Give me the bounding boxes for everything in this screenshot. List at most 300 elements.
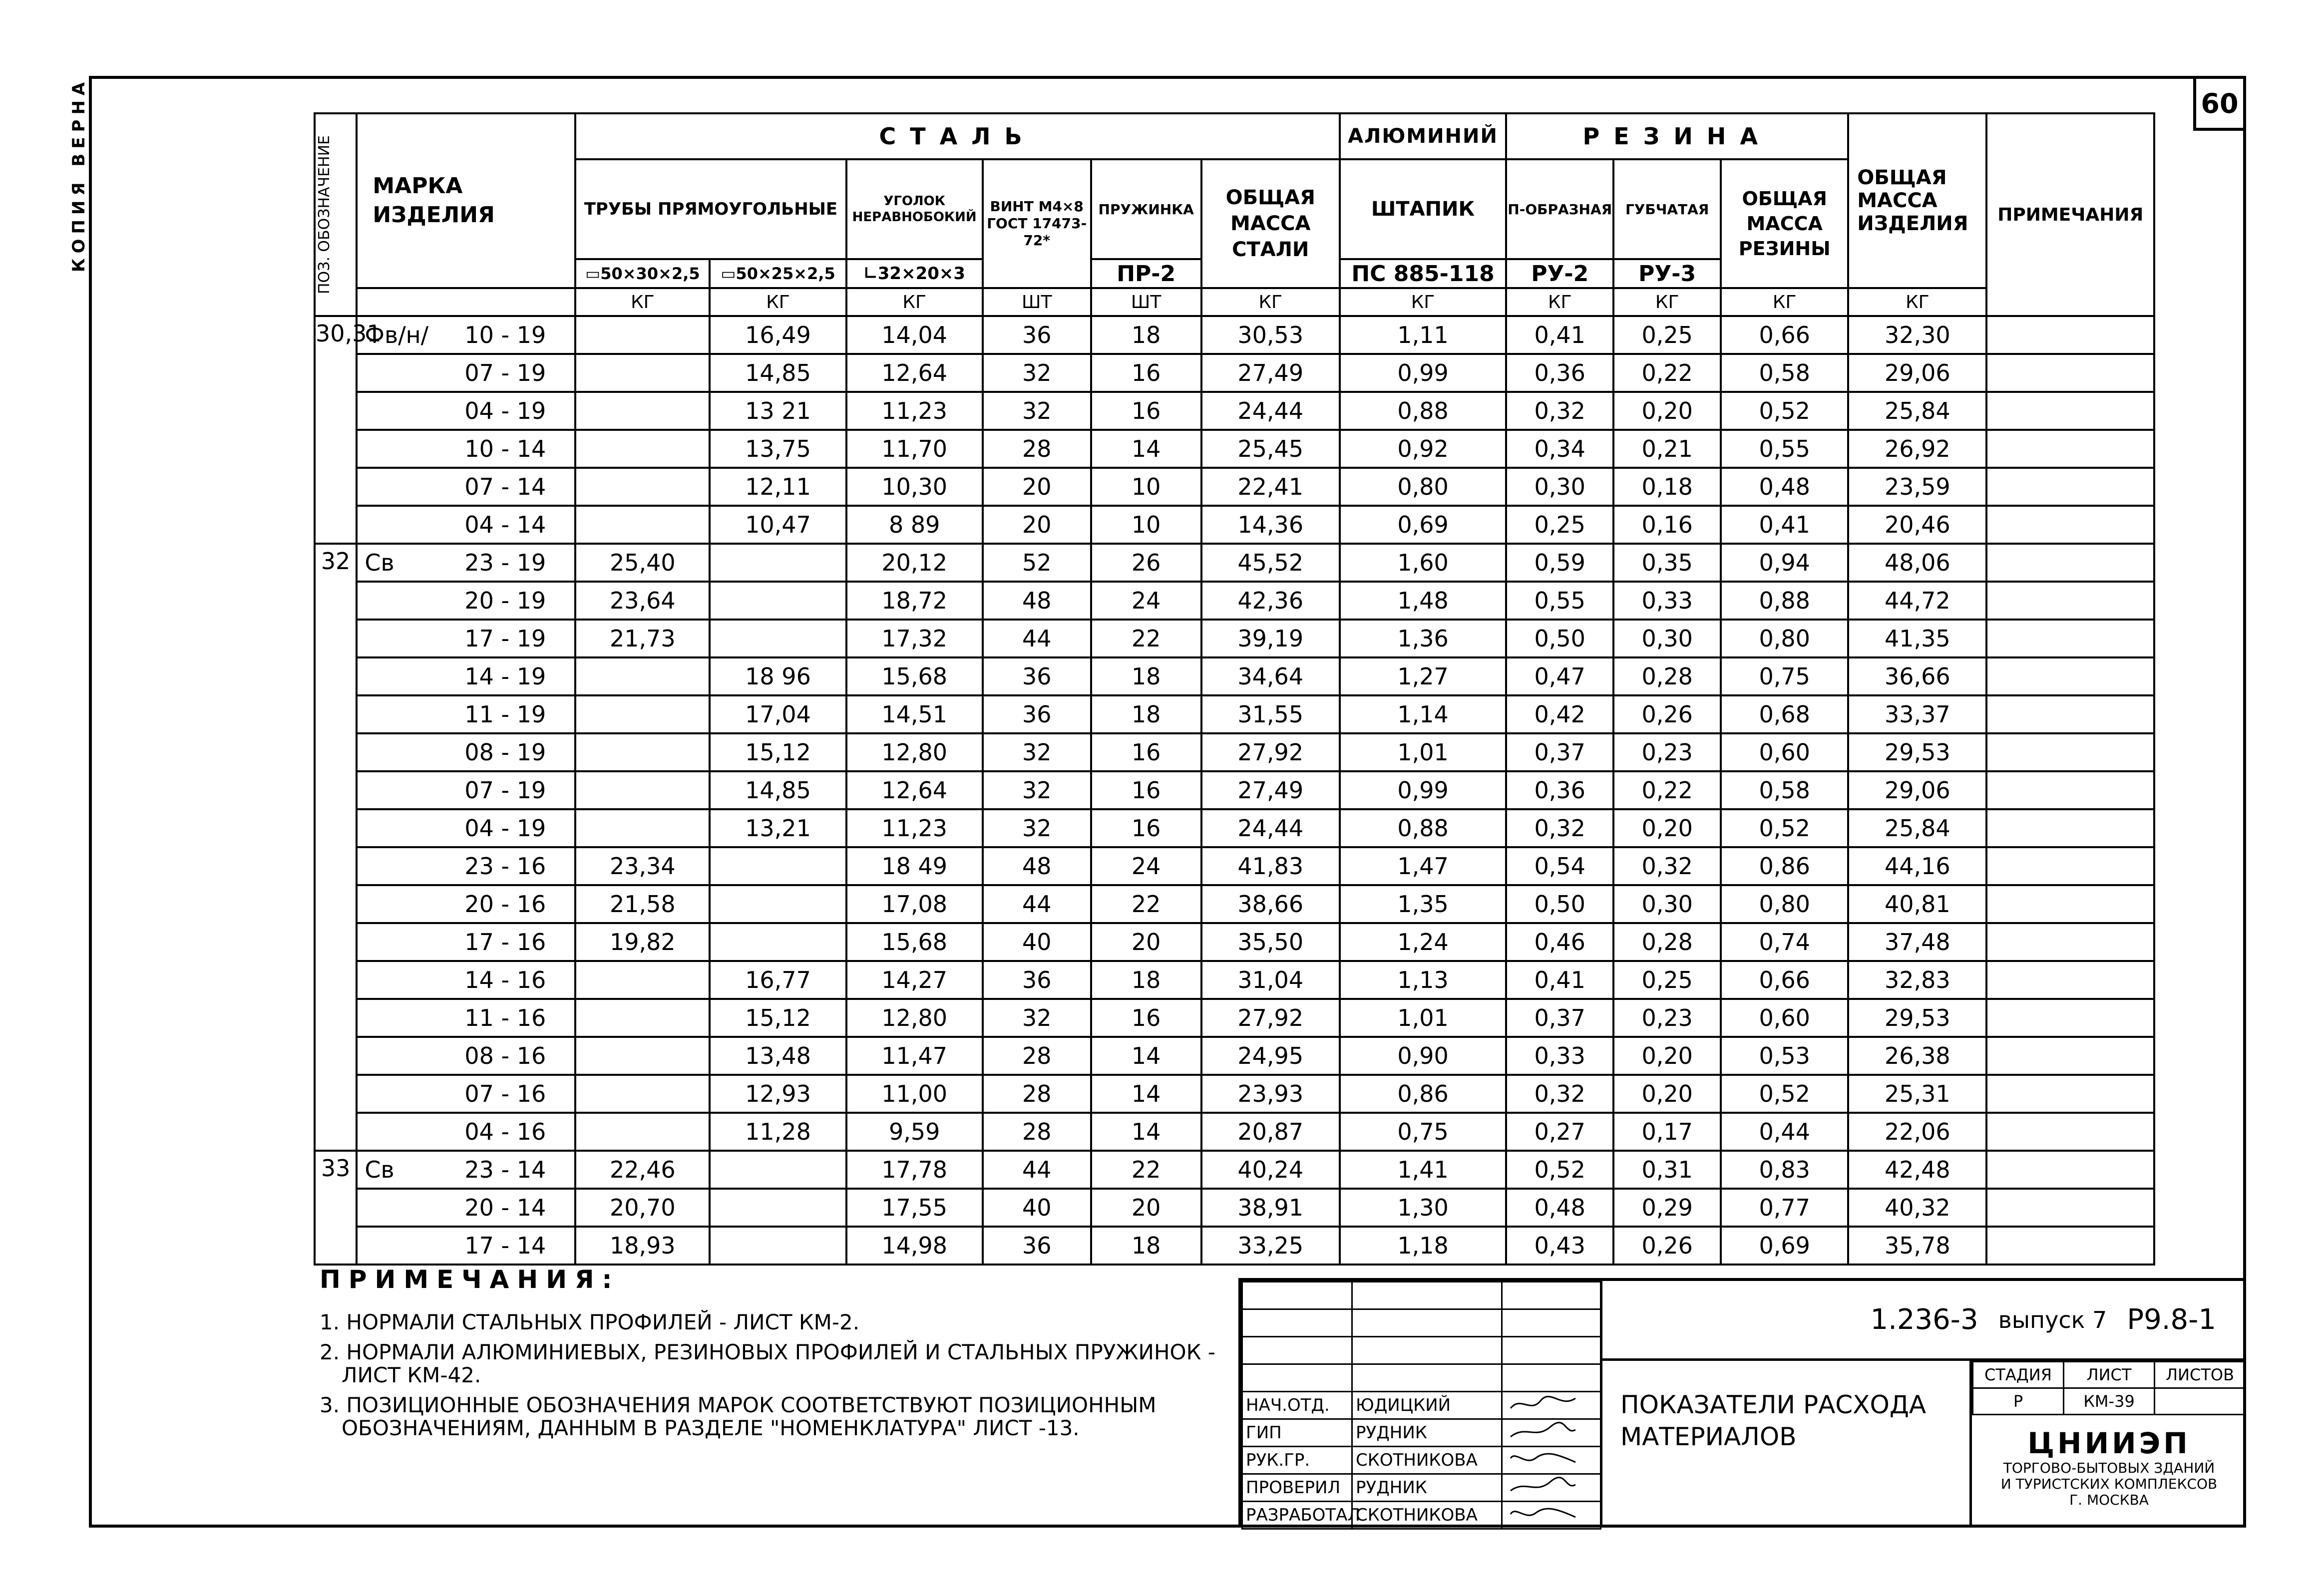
value-cell: 19,82 xyxy=(575,923,710,961)
value-cell: 22 xyxy=(1091,1151,1201,1189)
value-cell: 16,77 xyxy=(710,961,846,999)
brand-cell xyxy=(357,847,575,885)
header-brand: МАРКА ИЗДЕЛИЯ xyxy=(357,113,575,288)
value-cell: 0,52 xyxy=(1721,809,1848,847)
brand-mark: 08 - 19 xyxy=(464,739,546,766)
value-cell: 0,66 xyxy=(1721,316,1848,354)
value-cell: 44,16 xyxy=(1848,847,1986,885)
brand-cell xyxy=(357,999,575,1037)
value-cell: 25,40 xyxy=(575,544,710,582)
value-cell: 0,66 xyxy=(1721,961,1848,999)
value-cell: 20,70 xyxy=(575,1189,710,1227)
value-cell: 14 xyxy=(1091,1037,1201,1075)
sig-name: РУДНИК xyxy=(1352,1419,1502,1447)
table-row xyxy=(315,809,2154,847)
value-cell: 0,46 xyxy=(1506,923,1613,961)
value-cell: 36 xyxy=(983,316,1091,354)
value-cell: 41,35 xyxy=(1848,620,1986,657)
value-cell: 32 xyxy=(983,733,1091,771)
note-cell xyxy=(1986,1075,2154,1113)
value-cell: 33,25 xyxy=(1201,1227,1340,1265)
brand-prefix: Св xyxy=(365,549,394,576)
value-cell: 0,25 xyxy=(1613,316,1721,354)
brand-mark: 11 - 19 xyxy=(464,701,546,728)
value-cell: 1,01 xyxy=(1340,999,1506,1037)
table-row xyxy=(315,468,2154,506)
note-item: 1. НОРМАЛИ СТАЛЬНЫХ ПРОФИЛЕЙ - ЛИСТ КМ-2. xyxy=(320,1310,860,1334)
value-cell: 0,41 xyxy=(1506,316,1613,354)
value-cell: 0,88 xyxy=(1721,582,1848,620)
value-cell: 32 xyxy=(983,392,1091,430)
value-cell: 17,78 xyxy=(846,1151,983,1189)
value-cell: 23,64 xyxy=(575,582,710,620)
brand-mark: 20 - 16 xyxy=(464,891,546,918)
header-rubber-total: ОБЩАЯ МАССА РЕЗИНЫ xyxy=(1721,159,1848,288)
unit-brand-blank xyxy=(357,288,575,316)
value-cell: 35,78 xyxy=(1848,1227,1986,1265)
value-cell: 31,04 xyxy=(1201,961,1340,999)
brand-cell xyxy=(357,923,575,961)
value-cell: 36 xyxy=(983,1227,1091,1265)
brand-mark: 04 - 19 xyxy=(464,397,546,424)
value-cell: 16 xyxy=(1091,809,1201,847)
value-cell: 44 xyxy=(983,1151,1091,1189)
brand-cell xyxy=(357,809,575,847)
value-cell: 27,49 xyxy=(1201,354,1340,392)
value-cell: 20,87 xyxy=(1201,1113,1340,1151)
brand-mark: 04 - 19 xyxy=(464,815,546,842)
value-cell: 0,41 xyxy=(1721,506,1848,544)
value-cell: 0,33 xyxy=(1613,582,1721,620)
value-cell: 0,32 xyxy=(1506,809,1613,847)
value-cell: 0,58 xyxy=(1721,771,1848,809)
brand-cell xyxy=(357,1113,575,1151)
value-cell: 29,53 xyxy=(1848,999,1986,1037)
signature-mark xyxy=(1502,1447,1601,1474)
document-designation xyxy=(1600,1281,2246,1361)
value-cell: 41,83 xyxy=(1201,847,1340,885)
page-number: 60 xyxy=(2193,76,2246,131)
value-cell xyxy=(710,1189,846,1227)
value-cell: 14,27 xyxy=(846,961,983,999)
value-cell xyxy=(575,1075,710,1113)
value-cell xyxy=(575,961,710,999)
value-cell: 0,88 xyxy=(1340,809,1506,847)
brand-cell xyxy=(357,885,575,923)
value-cell: 29,06 xyxy=(1848,771,1986,809)
value-cell: 36 xyxy=(983,695,1091,733)
value-cell: 15,68 xyxy=(846,657,983,695)
value-cell: 48 xyxy=(983,847,1091,885)
table-row xyxy=(315,316,2154,354)
value-cell: 0,36 xyxy=(1506,771,1613,809)
sheet-header: ЛИСТ xyxy=(2064,1362,2155,1388)
value-cell: 18 xyxy=(1091,657,1201,695)
value-cell: 16 xyxy=(1091,771,1201,809)
value-cell: 40 xyxy=(983,923,1091,961)
note-cell xyxy=(1986,885,2154,923)
value-cell: 48 xyxy=(983,582,1091,620)
value-cell: 36 xyxy=(983,657,1091,695)
value-cell: 18 xyxy=(1091,961,1201,999)
value-cell: 0,50 xyxy=(1506,885,1613,923)
brand-cell xyxy=(357,506,575,544)
value-cell: 11,28 xyxy=(710,1113,846,1151)
doc-code: Р9.8-1 xyxy=(2127,1303,2216,1336)
header-notes: ПРИМЕЧАНИЯ xyxy=(1986,113,2154,316)
value-cell: 1,11 xyxy=(1340,316,1506,354)
value-cell: 23,93 xyxy=(1201,1075,1340,1113)
value-cell: 1,01 xyxy=(1340,733,1506,771)
value-cell xyxy=(575,316,710,354)
table-row xyxy=(315,961,2154,999)
value-cell: 0,80 xyxy=(1340,468,1506,506)
table-row xyxy=(315,695,2154,733)
value-cell: 0,83 xyxy=(1721,1151,1848,1189)
header-total-mass: ОБЩАЯ МАССА ИЗДЕЛИЯ xyxy=(1848,113,1986,288)
value-cell: 42,36 xyxy=(1201,582,1340,620)
table-row xyxy=(315,923,2154,961)
notes-title: ПРИМЕЧАНИЯ: xyxy=(320,1265,620,1294)
note-cell xyxy=(1986,1189,2154,1227)
value-cell: 0,25 xyxy=(1613,961,1721,999)
sig-name: СКОТНИКОВА xyxy=(1352,1447,1502,1474)
brand-cell xyxy=(357,392,575,430)
value-cell: 31,55 xyxy=(1201,695,1340,733)
value-cell: 44 xyxy=(983,885,1091,923)
brand-mark: 17 - 16 xyxy=(464,929,546,955)
note-cell xyxy=(1986,923,2154,961)
brand-mark: 14 - 19 xyxy=(464,663,546,690)
value-cell: 26,38 xyxy=(1848,1037,1986,1075)
value-cell: 1,35 xyxy=(1340,885,1506,923)
value-cell: 0,48 xyxy=(1506,1189,1613,1227)
value-cell: 22,41 xyxy=(1201,468,1340,506)
value-cell: 0,77 xyxy=(1721,1189,1848,1227)
value-cell: 0,69 xyxy=(1721,1227,1848,1265)
note-cell xyxy=(1986,392,2154,430)
note-cell xyxy=(1986,733,2154,771)
value-cell: 32,30 xyxy=(1848,316,1986,354)
header-angle-size: ∟32×20×3 xyxy=(846,259,983,288)
value-cell: 11,23 xyxy=(846,392,983,430)
value-cell: 13 21 xyxy=(710,392,846,430)
value-cell: 0,80 xyxy=(1721,885,1848,923)
brand-cell xyxy=(357,582,575,620)
header-aluminium: АЛЮМИНИЙ xyxy=(1340,113,1506,159)
organization-line: И ТУРИСТСКИХ КОМПЛЕКСОВ xyxy=(2000,1476,2218,1492)
table-row xyxy=(315,354,2154,392)
value-cell: 0,28 xyxy=(1613,657,1721,695)
value-cell: 0,99 xyxy=(1340,771,1506,809)
value-cell: 20 xyxy=(1091,923,1201,961)
note-cell xyxy=(1986,1113,2154,1151)
brand-mark: 23 - 16 xyxy=(464,853,546,880)
value-cell: 32 xyxy=(983,354,1091,392)
unit-cell: КГ xyxy=(1506,288,1613,316)
unit-cell: КГ xyxy=(846,288,983,316)
value-cell: 0,43 xyxy=(1506,1227,1613,1265)
value-cell: 0,54 xyxy=(1506,847,1613,885)
value-cell: 0,32 xyxy=(1506,392,1613,430)
table-row xyxy=(315,1075,2154,1113)
brand-mark: 07 - 19 xyxy=(464,359,546,386)
table-row xyxy=(315,392,2154,430)
brand-cell xyxy=(357,354,575,392)
value-cell: 0,30 xyxy=(1613,885,1721,923)
table-row xyxy=(315,1227,2154,1265)
note-cell xyxy=(1986,999,2154,1037)
value-cell: 28 xyxy=(983,1113,1091,1151)
value-cell: 0,25 xyxy=(1506,506,1613,544)
value-cell: 24 xyxy=(1091,582,1201,620)
value-cell: 0,28 xyxy=(1613,923,1721,961)
unit-cell: ШТ xyxy=(983,288,1091,316)
table-body xyxy=(315,316,2154,1265)
value-cell: 0,48 xyxy=(1721,468,1848,506)
unit-cell: КГ xyxy=(710,288,846,316)
note-cell xyxy=(1986,1227,2154,1265)
value-cell: 0,99 xyxy=(1340,354,1506,392)
value-cell: 13,21 xyxy=(710,809,846,847)
value-cell: 0,21 xyxy=(1613,430,1721,468)
brand-mark: 10 - 19 xyxy=(464,321,546,348)
brand-mark: 20 - 14 xyxy=(464,1194,546,1221)
value-cell: 52 xyxy=(983,544,1091,582)
brand-mark: 07 - 19 xyxy=(464,777,546,804)
value-cell: 0,35 xyxy=(1613,544,1721,582)
value-cell xyxy=(575,1037,710,1075)
value-cell: 0,94 xyxy=(1721,544,1848,582)
brand-cell xyxy=(357,316,575,354)
value-cell: 27,49 xyxy=(1201,771,1340,809)
value-cell: 30,53 xyxy=(1201,316,1340,354)
value-cell: 0,31 xyxy=(1613,1151,1721,1189)
value-cell: 22 xyxy=(1091,885,1201,923)
value-cell: 40 xyxy=(983,1189,1091,1227)
note-cell xyxy=(1986,620,2154,657)
value-cell: 0,68 xyxy=(1721,695,1848,733)
value-cell: 1,36 xyxy=(1340,620,1506,657)
pos-number: 33 xyxy=(315,1151,357,1265)
signature-mark xyxy=(1502,1419,1601,1447)
value-cell: 0,60 xyxy=(1721,999,1848,1037)
organization-line: ТОРГОВО-БЫТОВЫХ ЗДАНИЙ xyxy=(2003,1460,2215,1476)
value-cell: 1,48 xyxy=(1340,582,1506,620)
header-p-mark: РУ-2 xyxy=(1506,259,1613,288)
value-cell: 14 xyxy=(1091,1113,1201,1151)
note-cell xyxy=(1986,1151,2154,1189)
brand-mark: 07 - 14 xyxy=(464,473,546,500)
value-cell xyxy=(710,620,846,657)
header-steel-total: ОБЩАЯ МАССА СТАЛИ xyxy=(1201,159,1340,288)
value-cell: 12,11 xyxy=(710,468,846,506)
value-cell: 32 xyxy=(983,771,1091,809)
unit-cell: КГ xyxy=(1201,288,1340,316)
document-title: ПОКАЗАТЕЛИ РАСХОДА МАТЕРИАЛОВ xyxy=(1600,1361,1969,1528)
value-cell: 40,32 xyxy=(1848,1189,1986,1227)
value-cell: 32 xyxy=(983,809,1091,847)
value-cell xyxy=(710,582,846,620)
brand-cell xyxy=(357,468,575,506)
value-cell xyxy=(710,923,846,961)
value-cell: 44 xyxy=(983,620,1091,657)
value-cell: 18 49 xyxy=(846,847,983,885)
value-cell: 0,16 xyxy=(1613,506,1721,544)
value-cell: 0,47 xyxy=(1506,657,1613,695)
unit-cell: КГ xyxy=(1721,288,1848,316)
value-cell xyxy=(575,771,710,809)
value-cell: 33,37 xyxy=(1848,695,1986,733)
header-pos: ПОЗ. ОБОЗНАЧЕНИЕ xyxy=(315,113,357,316)
value-cell: 14,51 xyxy=(846,695,983,733)
note-cell xyxy=(1986,430,2154,468)
signature-mark xyxy=(1502,1392,1601,1419)
value-cell: 45,52 xyxy=(1201,544,1340,582)
value-cell: 0,55 xyxy=(1721,430,1848,468)
value-cell: 0,86 xyxy=(1340,1075,1506,1113)
brand-cell xyxy=(357,544,575,582)
title-block xyxy=(1238,1278,2246,1528)
value-cell: 0,32 xyxy=(1506,1075,1613,1113)
brand-cell xyxy=(357,961,575,999)
value-cell: 0,22 xyxy=(1613,354,1721,392)
value-cell: 20,46 xyxy=(1848,506,1986,544)
value-cell: 18 xyxy=(1091,316,1201,354)
sig-name: ЮДИЦКИЙ xyxy=(1352,1392,1502,1419)
value-cell: 18,72 xyxy=(846,582,983,620)
value-cell: 29,06 xyxy=(1848,354,1986,392)
sig-role: ПРОВЕРИЛ xyxy=(1242,1474,1352,1502)
brand-cell xyxy=(357,1227,575,1265)
header-pipe2: ▭50×25×2,5 xyxy=(710,259,846,288)
value-cell: 1,60 xyxy=(1340,544,1506,582)
value-cell: 0,20 xyxy=(1613,809,1721,847)
table-row xyxy=(315,1113,2154,1151)
note-cell xyxy=(1986,809,2154,847)
brand-mark: 11 - 16 xyxy=(464,1004,546,1031)
value-cell: 0,52 xyxy=(1721,392,1848,430)
sig-role: РАЗРАБОТАЛ xyxy=(1242,1502,1352,1529)
value-cell: 0,50 xyxy=(1506,620,1613,657)
header-rubber: РЕЗИНА xyxy=(1506,113,1848,159)
value-cell: 14 xyxy=(1091,1075,1201,1113)
value-cell: 0,60 xyxy=(1721,733,1848,771)
note-item: 2. НОРМАЛИ АЛЮМИНИЕВЫХ, РЕЗИНОВЫХ ПРОФИЛЕЙ И СТАЛЬНЫХ ПРУЖИНОК - ЛИСТ КМ-42. xyxy=(320,1340,1215,1387)
note-cell xyxy=(1986,771,2154,809)
value-cell: 0,75 xyxy=(1721,657,1848,695)
value-cell: 0,37 xyxy=(1506,999,1613,1037)
note-cell xyxy=(1986,582,2154,620)
header-pipes: ТРУБЫ ПРЯМОУГОЛЬНЫЕ xyxy=(575,159,846,259)
signature-mark xyxy=(1502,1502,1601,1529)
brand-mark: 14 - 16 xyxy=(464,966,546,993)
value-cell: 44,72 xyxy=(1848,582,1986,620)
value-cell: 16 xyxy=(1091,392,1201,430)
brand-mark: 10 - 14 xyxy=(464,435,546,462)
header-sponge-mark: РУ-3 xyxy=(1613,259,1721,288)
value-cell: 0,30 xyxy=(1506,468,1613,506)
value-cell: 10,47 xyxy=(710,506,846,544)
value-cell xyxy=(575,999,710,1037)
header-bead: ШТАПИК xyxy=(1340,159,1506,259)
value-cell: 0,74 xyxy=(1721,923,1848,961)
value-cell: 18 xyxy=(1091,1227,1201,1265)
value-cell: 21,58 xyxy=(575,885,710,923)
value-cell: 0,33 xyxy=(1506,1037,1613,1075)
note-cell xyxy=(1986,847,2154,885)
note-item: 3. ПОЗИЦИОННЫЕ ОБОЗНАЧЕНИЯ МАРОК СООТВЕТСТВУЮТ ПОЗИЦИОННЫМ ОБОЗНАЧЕНИЯМ, ДАННЫМ В РАЗДЕЛЕ "НОМЕНКЛАТУРА" ЛИСТ -13. xyxy=(320,1393,1157,1440)
sig-role: ГИП xyxy=(1242,1419,1352,1447)
unit-cell: ШТ xyxy=(1091,288,1201,316)
brand-mark: 23 - 14 xyxy=(464,1156,546,1183)
table-row xyxy=(315,657,2154,695)
value-cell: 26,92 xyxy=(1848,430,1986,468)
value-cell: 18 xyxy=(1091,695,1201,733)
value-cell: 14,85 xyxy=(710,771,846,809)
value-cell: 36 xyxy=(983,961,1091,999)
value-cell: 1,24 xyxy=(1340,923,1506,961)
value-cell xyxy=(575,695,710,733)
value-cell: 9,59 xyxy=(846,1113,983,1151)
value-cell: 38,91 xyxy=(1201,1189,1340,1227)
value-cell: 0,30 xyxy=(1613,620,1721,657)
series: 1.236-3 xyxy=(1870,1303,1978,1336)
value-cell: 40,81 xyxy=(1848,885,1986,923)
note-cell xyxy=(1986,468,2154,506)
value-cell: 1,18 xyxy=(1340,1227,1506,1265)
value-cell: 12,93 xyxy=(710,1075,846,1113)
value-cell: 0,58 xyxy=(1721,354,1848,392)
value-cell: 0,23 xyxy=(1613,999,1721,1037)
value-cell xyxy=(710,544,846,582)
value-cell: 22,46 xyxy=(575,1151,710,1189)
brand-cell xyxy=(357,1037,575,1075)
value-cell: 14,36 xyxy=(1201,506,1340,544)
table-row xyxy=(315,733,2154,771)
value-cell: 0,86 xyxy=(1721,847,1848,885)
value-cell: 10 xyxy=(1091,468,1201,506)
brand-mark: 17 - 19 xyxy=(464,625,546,652)
brand-mark: 04 - 16 xyxy=(464,1118,546,1145)
value-cell: 0,20 xyxy=(1613,1037,1721,1075)
signature-block xyxy=(1241,1281,1600,1528)
value-cell: 24,44 xyxy=(1201,392,1340,430)
sheets-header: ЛИСТОВ xyxy=(2155,1362,2246,1388)
value-cell: 18,93 xyxy=(575,1227,710,1265)
value-cell: 0,92 xyxy=(1340,430,1506,468)
value-cell: 20 xyxy=(983,468,1091,506)
notes-section xyxy=(320,1265,1218,1447)
value-cell: 0,75 xyxy=(1340,1113,1506,1151)
value-cell xyxy=(575,506,710,544)
value-cell: 0,18 xyxy=(1613,468,1721,506)
value-cell xyxy=(710,847,846,885)
table-row xyxy=(315,999,2154,1037)
value-cell xyxy=(575,392,710,430)
table-row xyxy=(315,544,2154,582)
sig-name: РУДНИК xyxy=(1352,1474,1502,1502)
value-cell: 16 xyxy=(1091,999,1201,1037)
value-cell: 0,20 xyxy=(1613,1075,1721,1113)
value-cell: 20 xyxy=(1091,1189,1201,1227)
note-cell xyxy=(1986,354,2154,392)
header-screw: ВИНТ М4×8 ГОСТ 17473-72* xyxy=(983,159,1091,288)
note-cell xyxy=(1986,695,2154,733)
value-cell: 20 xyxy=(983,506,1091,544)
value-cell xyxy=(575,809,710,847)
organization: ЦНИИЭП xyxy=(2027,1426,2191,1460)
